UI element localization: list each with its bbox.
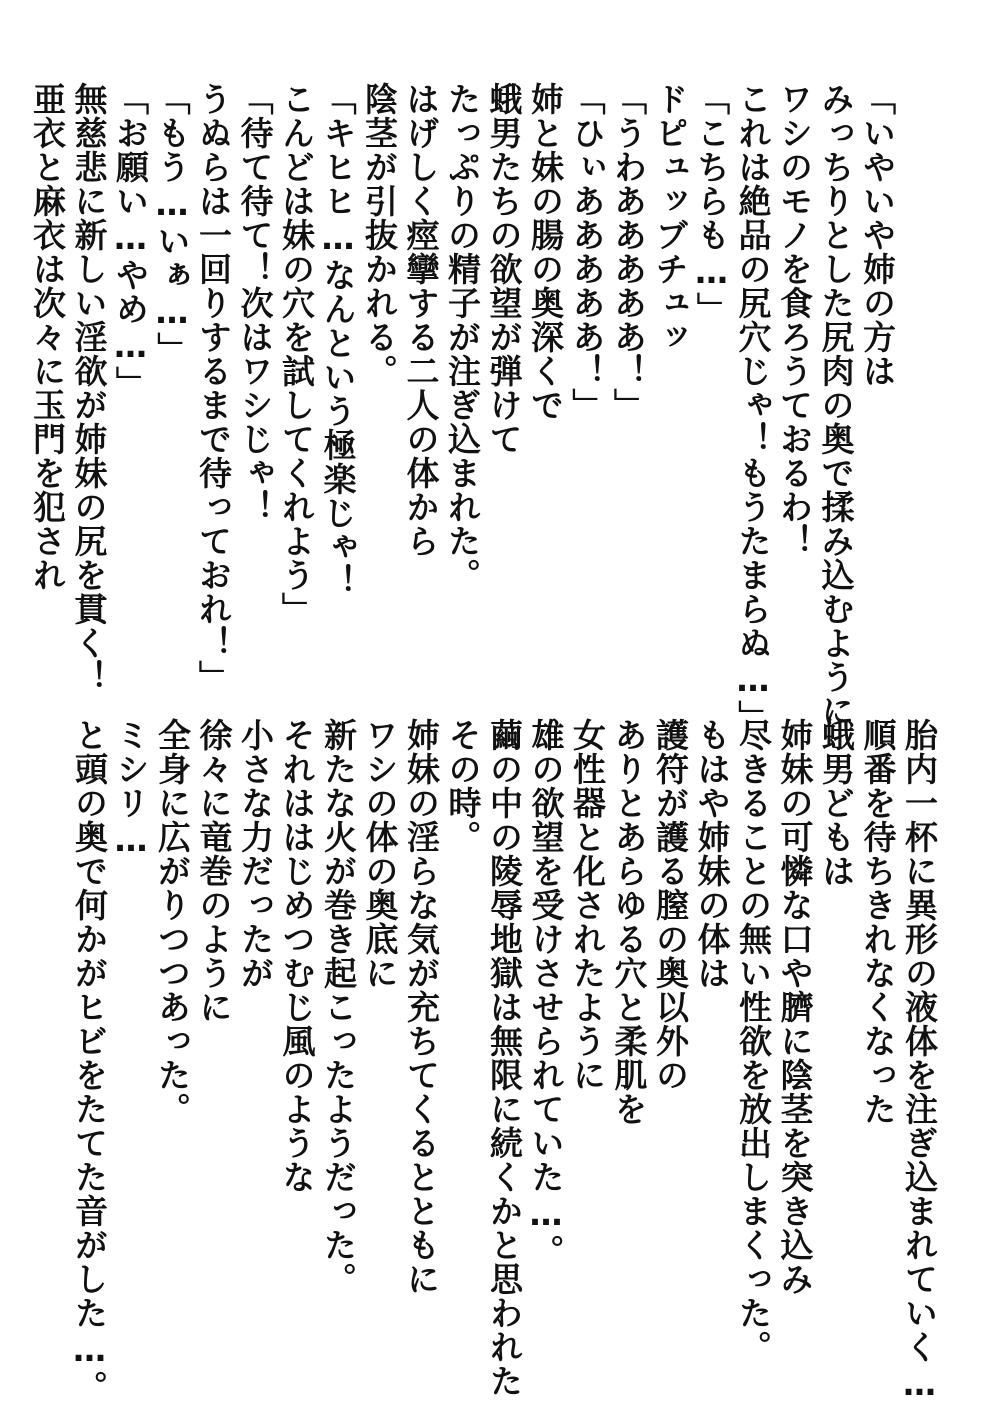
text-line: その時。 bbox=[443, 718, 483, 854]
text-line: 「もう…いぁ…」 bbox=[152, 82, 192, 366]
top-text-block bbox=[27, 82, 899, 734]
text-line: 姉妹の可憐な口や臍に陰茎を突き込み bbox=[775, 718, 815, 1296]
text-line: もはや姉妹の体は bbox=[692, 718, 732, 990]
text-line: はげしく痙攣する二人の体から bbox=[401, 82, 441, 558]
text-line: 姉妹の淫らな気が充ちてくるとともに bbox=[402, 718, 441, 1296]
text-line: 女性器と化されたように bbox=[568, 718, 607, 1092]
text-line: 全身に広がりつつあった。 bbox=[153, 718, 192, 1126]
text-line: ワシのモノを食ろうておるわ！ bbox=[775, 82, 814, 558]
text-line: ドピュッブチュッ bbox=[650, 82, 690, 354]
text-line: 蛾男どもは bbox=[817, 718, 856, 888]
text-line: 胎内一杯に異形の液体を注ぎ込まれていく… bbox=[900, 718, 939, 1404]
text-line: ミシリ… bbox=[111, 718, 151, 860]
text-line: それははじめつむじ風のような bbox=[277, 718, 317, 1194]
text-line: 雄の欲望を受けさせられていた…。 bbox=[526, 718, 566, 1268]
text-line: ありとあらゆる穴と柔肌を bbox=[609, 718, 649, 1126]
text-line: 「こちらも…」 bbox=[692, 82, 731, 326]
text-line: 新たな火が巻き起こったようだった。 bbox=[319, 718, 358, 1296]
text-line: と頭の奥で何かがヒビをたてた音がした…。 bbox=[70, 718, 109, 1404]
text-line: 陰茎が引抜かれる。 bbox=[360, 82, 399, 388]
text-line: みっちりとした尻肉の奥で揉み込むように bbox=[816, 82, 856, 728]
text-line: 繭の中の陵辱地獄は無限に続くかと思われた bbox=[485, 718, 524, 1398]
text-line: たっぷりの精子が注ぎ込まれた。 bbox=[443, 82, 482, 592]
text-line: 「お願い…やめ…」 bbox=[111, 82, 150, 400]
text-line: 徐々に竜巻のように bbox=[194, 718, 234, 1024]
text-line: 姉と妹の腸の奥深くで bbox=[526, 82, 565, 422]
text-line: 蛾男たちの欲望が弾けて bbox=[484, 82, 524, 456]
text-line: 尽きることの無い性欲を放出しまくった。 bbox=[734, 718, 773, 1364]
text-line: これは絶品の尻穴じゃ！もうたまらぬ…」 bbox=[733, 82, 773, 734]
bottom-text-block bbox=[69, 718, 941, 1404]
text-line: 小さな力だったが bbox=[236, 718, 275, 990]
text-line: 「キヒヒ…なんという極楽じゃ！ bbox=[318, 82, 358, 598]
text-line: 亜衣と麻衣は次々に玉門を犯され bbox=[28, 82, 67, 592]
text-line: 護符が護る膣の奥以外の bbox=[651, 718, 690, 1092]
text-line: うぬらは一回りするまで待っておれ！」 bbox=[194, 82, 233, 694]
text-line: 「いやいや姉の方は bbox=[858, 82, 897, 388]
text-line: 無慈悲に新しい淫欲が姉妹の尻を貫く！ bbox=[69, 82, 109, 694]
text-line: 「待て待て！次はワシじゃ！ bbox=[235, 82, 275, 524]
text-line: こんどは妹の穴を試してくれよう」 bbox=[277, 82, 316, 626]
text-line: ワシの体の奥底に bbox=[360, 718, 400, 990]
text-line: 「ひぃあああああ！」 bbox=[567, 82, 607, 422]
text-line: 順番を待ちきれなくなった bbox=[858, 718, 898, 1126]
text-line: 「うわあああああ！」 bbox=[609, 82, 648, 422]
